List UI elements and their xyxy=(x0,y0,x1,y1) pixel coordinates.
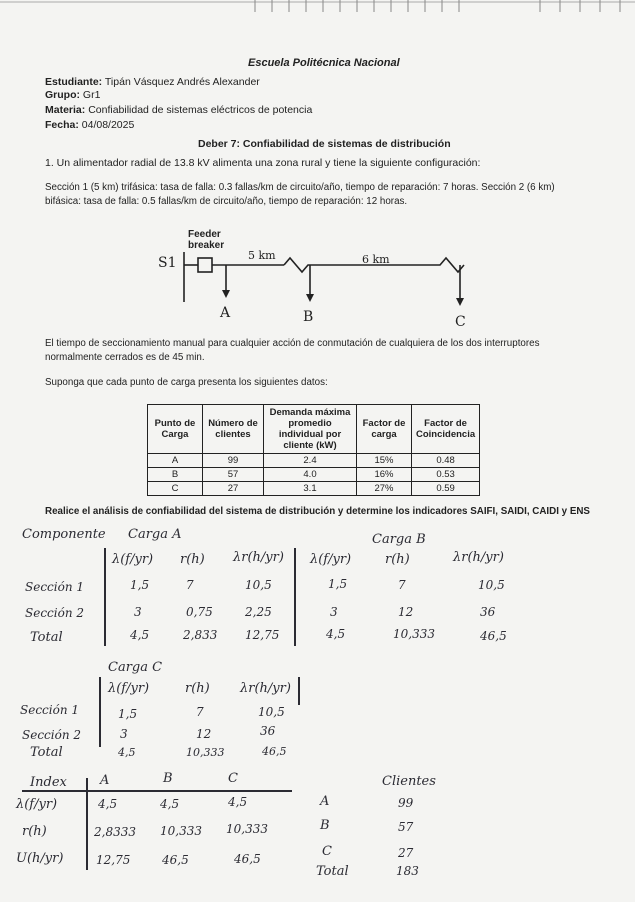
hw-clientes-label: C xyxy=(322,844,332,859)
hw-col-lambda-b: λ(f/yr) xyxy=(310,552,352,567)
school-name: Escuela Politécnica Nacional xyxy=(248,57,400,69)
th-punto: Punto de Carga xyxy=(148,405,203,454)
problem-intro: 1. Un alimentador radial de 13.8 kV alimenta una zona rural y tiene la siguiente configuración: xyxy=(45,157,481,169)
hw-index-col: A xyxy=(100,773,110,788)
load-b-label: B xyxy=(303,309,314,325)
hw-seccion2: Sección 2 xyxy=(25,606,85,620)
sections-line-1: Sección 1 (5 km) trifásica: tasa de falla: 0.3 fallas/km de circuito/año, tiempo de reparación: 7 horas. Sección 2 (6 km) xyxy=(45,182,555,193)
hw-seccion1: Sección 1 xyxy=(25,580,85,594)
hw-value: 46,5 xyxy=(480,629,507,643)
student-line xyxy=(45,76,260,88)
hw-value: 4,5 xyxy=(326,627,346,641)
hw-value: 2,8333 xyxy=(94,825,136,839)
hw-clientes-label: B xyxy=(320,818,330,833)
hw-value: 46,5 xyxy=(262,745,287,758)
hw-col-r-c: r(h) xyxy=(185,681,210,696)
cell: 2.4 xyxy=(264,454,357,468)
breaker-label-1: Feeder xyxy=(188,229,221,240)
task-text: Realice el análisis de confiabilidad del sistema de distribución y determine los indicadores SAIFI, SAIDI, CAIDI y ENS xyxy=(45,506,590,517)
hw-carga-a: Carga A xyxy=(128,527,182,542)
hw-value: 3 xyxy=(330,605,338,619)
hw-value: 2,25 xyxy=(245,605,272,619)
breaker-label-2: breaker xyxy=(188,240,225,251)
hw-index-col: C xyxy=(228,771,238,786)
cell: 16% xyxy=(357,468,412,482)
cell: 99 xyxy=(203,454,264,468)
hw-col-u: λr(h/yr) xyxy=(233,550,284,565)
cell: A xyxy=(148,454,203,468)
hw-index-row-label: U(h/yr) xyxy=(16,851,64,866)
hw-value: 2,833 xyxy=(183,628,218,642)
hw-value: 12 xyxy=(398,605,414,619)
hw-divider xyxy=(294,548,296,646)
hw-divider xyxy=(86,778,88,870)
hw-value: 1,5 xyxy=(130,578,150,592)
hw-col-r-b: r(h) xyxy=(385,552,410,567)
hw-value: 46,5 xyxy=(234,852,261,866)
th-demanda: Demanda máxima promedio individual por cliente (kW) xyxy=(264,405,357,454)
hw-value: 1,5 xyxy=(328,577,348,591)
table-row xyxy=(148,468,480,482)
hw-value: 1,5 xyxy=(118,707,138,721)
hw-value: 10,333 xyxy=(226,822,268,836)
hw-divider xyxy=(99,677,101,747)
hw-value: 7 xyxy=(398,578,406,592)
section1-length: 5 km xyxy=(248,249,276,262)
hw-value: 7 xyxy=(186,578,194,592)
hw-value: 4,5 xyxy=(130,628,150,642)
hw-value: 12,75 xyxy=(96,853,131,867)
hw-value: 10,5 xyxy=(478,578,505,592)
hw-value: 0,75 xyxy=(186,605,213,619)
student-name: Tipán Vásquez Andrés Alexander xyxy=(104,76,260,88)
hw-value: 12 xyxy=(196,727,212,741)
hw-value: 4,5 xyxy=(98,797,118,811)
cell: 3.1 xyxy=(264,482,357,496)
homework-title: Deber 7: Confiabilidad de sistemas de distribución xyxy=(198,138,451,150)
cell: 0.48 xyxy=(412,454,480,468)
hw-value: 12,75 xyxy=(245,628,280,642)
hw-value: 4,5 xyxy=(118,746,136,759)
hw-clientes-label: Total xyxy=(316,864,349,879)
notebook-edge-marks xyxy=(0,0,635,14)
hw-index-title: Index xyxy=(30,775,67,790)
hw-clientes-title: Clientes xyxy=(382,774,436,789)
hw-total: Total xyxy=(30,630,63,645)
hw-col-u-b: λr(h/yr) xyxy=(453,550,504,565)
hw-seccion1-c: Sección 1 xyxy=(20,703,80,717)
hw-value: 57 xyxy=(398,820,414,834)
subject-label: Materia: xyxy=(45,104,86,116)
source-label: S1 xyxy=(158,255,177,271)
subject-value: Confiabilidad de sistemas eléctricos de potencia xyxy=(88,104,313,116)
hw-value: 27 xyxy=(398,846,414,860)
hw-value: 10,333 xyxy=(160,824,202,838)
table-header-row xyxy=(148,405,480,454)
hw-col-lambda-c: λ(f/yr) xyxy=(108,681,150,696)
hw-clientes-label: A xyxy=(320,794,330,809)
hw-value: 10,333 xyxy=(393,627,435,641)
load-data-table xyxy=(147,404,480,496)
hw-value: 10,5 xyxy=(245,578,272,592)
group-line xyxy=(45,89,100,101)
hw-divider xyxy=(298,677,300,705)
cell: 15% xyxy=(357,454,412,468)
hw-value: 36 xyxy=(480,605,496,619)
cell: C xyxy=(148,482,203,496)
hw-col-r: r(h) xyxy=(180,552,205,567)
student-label: Estudiante: xyxy=(45,76,103,88)
cell: B xyxy=(148,468,203,482)
hw-value: 3 xyxy=(120,727,128,741)
hw-value: 183 xyxy=(396,864,419,878)
hw-value: 46,5 xyxy=(162,853,189,867)
table-row xyxy=(148,454,480,468)
hw-carga-c: Carga C xyxy=(108,660,163,675)
sections-line-2: bifásica: tasa de falla: 0.5 fallas/km de circuito/año, tiempo de reparación: 12 horas. xyxy=(45,196,408,207)
hw-col-lambda: λ(f/yr) xyxy=(112,552,154,567)
hw-value: 10,5 xyxy=(258,705,285,719)
cell: 0.59 xyxy=(412,482,480,496)
date-line xyxy=(45,119,134,131)
hw-divider xyxy=(104,548,106,646)
th-clientes: Número de clientes xyxy=(203,405,264,454)
load-a-label: A xyxy=(220,305,231,321)
cell: 27 xyxy=(203,482,264,496)
group-value: Gr1 xyxy=(82,89,101,101)
hw-value: 4,5 xyxy=(228,795,248,809)
hw-value: 4,5 xyxy=(160,797,180,811)
hw-value: 3 xyxy=(134,605,142,619)
hw-seccion2-c: Sección 2 xyxy=(22,728,82,742)
hw-value: 7 xyxy=(196,705,204,719)
hw-componente: Componente xyxy=(22,527,106,542)
date-label: Fecha: xyxy=(45,119,79,131)
hw-index-col: B xyxy=(163,771,173,786)
date-value: 04/08/2025 xyxy=(81,119,135,131)
hw-value: 99 xyxy=(398,796,414,810)
section2-length: 6 km xyxy=(362,253,390,266)
hw-divider xyxy=(22,790,292,792)
subject-line xyxy=(45,104,312,116)
suppose-text: Suponga que cada punto de carga presenta los siguientes datos: xyxy=(45,377,328,388)
hw-total-c: Total xyxy=(30,745,63,760)
hw-value: 10,333 xyxy=(186,746,225,759)
hw-col-u-c: λr(h/yr) xyxy=(240,681,291,696)
cell: 4.0 xyxy=(264,468,357,482)
table-row xyxy=(148,482,480,496)
cell: 27% xyxy=(357,482,412,496)
th-factor-carga: Factor de carga xyxy=(357,405,412,454)
hw-value: 36 xyxy=(260,724,276,738)
hw-index-row-label: r(h) xyxy=(22,824,47,839)
sectioning-line-2: normalmente cerrados es de 45 min. xyxy=(45,352,205,363)
load-c-label: C xyxy=(455,314,466,330)
th-factor-coincidencia: Factor de Coincidencia xyxy=(412,405,480,454)
cell: 0.53 xyxy=(412,468,480,482)
cell: 57 xyxy=(203,468,264,482)
hw-index-row-label: λ(f/yr) xyxy=(16,797,58,812)
sectioning-line-1: El tiempo de seccionamiento manual para cualquier acción de conmutación de cualquiera de los dos interruptores xyxy=(45,338,540,349)
hw-carga-b: Carga B xyxy=(372,532,426,547)
group-label: Grupo: xyxy=(45,89,80,101)
